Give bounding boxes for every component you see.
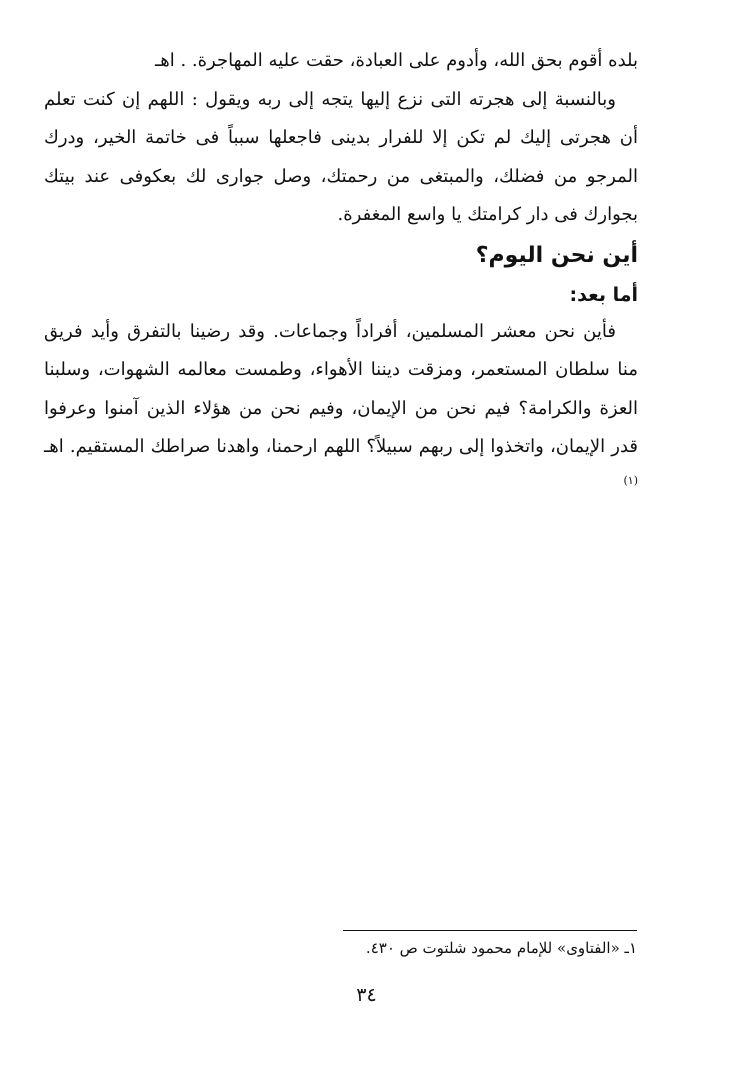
section-heading: أين نحن اليوم؟ bbox=[475, 242, 638, 268]
paragraph-prayer: وبالنسبة إلى هجرته التى نزع إليها يتجه إلى ربه ويقول : اللهم إن كنت تعلم أن هجرتى إليك لم تكن إلا للفرار بدينى فاجعلها سبباً فى خاتمة الخير، ودرك المرجو من فضلك، والمبتغى من رحمتك، وصل جوارى لك بعكوفى عند بيتك بجوارك فى دار كرامتك يا واسع المغفرة. bbox=[44, 88, 638, 225]
paragraph-where-are-we-text: فأين نحن معشر المسلمين، أفراداً وجماعات. وقد رضينا بالتفرق وأيد فريق منا سلطان المستعمر، ومزقت ديننا الأهواء، وطمست معالمه الشهوات، وسلبنا العزة والكرامة؟ فيم نحن من الإيمان، وفيم نحن من هؤلاء الذين آمنوا وعرفوا قدر الإيمان، واتخذوا إلى ربهم سبيلاً؟ اللهم ارحمنا، واهدنا صراطك المستقيم. اهـ bbox=[44, 320, 638, 457]
page-number: ٣٤ bbox=[356, 984, 377, 1006]
footnote: ١ـ «الفتاوى» للإمام محمود شلتوت ص ٤٣٠. bbox=[365, 939, 637, 957]
paragraph-where-are-we bbox=[44, 313, 638, 506]
footnote-divider bbox=[343, 930, 637, 931]
paragraph-continuation: بلده أقوم بحق الله، وأدوم على العبادة، حقت عليه المهاجرة. . اهـ bbox=[154, 50, 638, 71]
section-subheading: أما بعد: bbox=[569, 283, 638, 306]
body-text bbox=[44, 42, 638, 505]
footnote-reference[interactable]: (١) bbox=[623, 473, 638, 487]
